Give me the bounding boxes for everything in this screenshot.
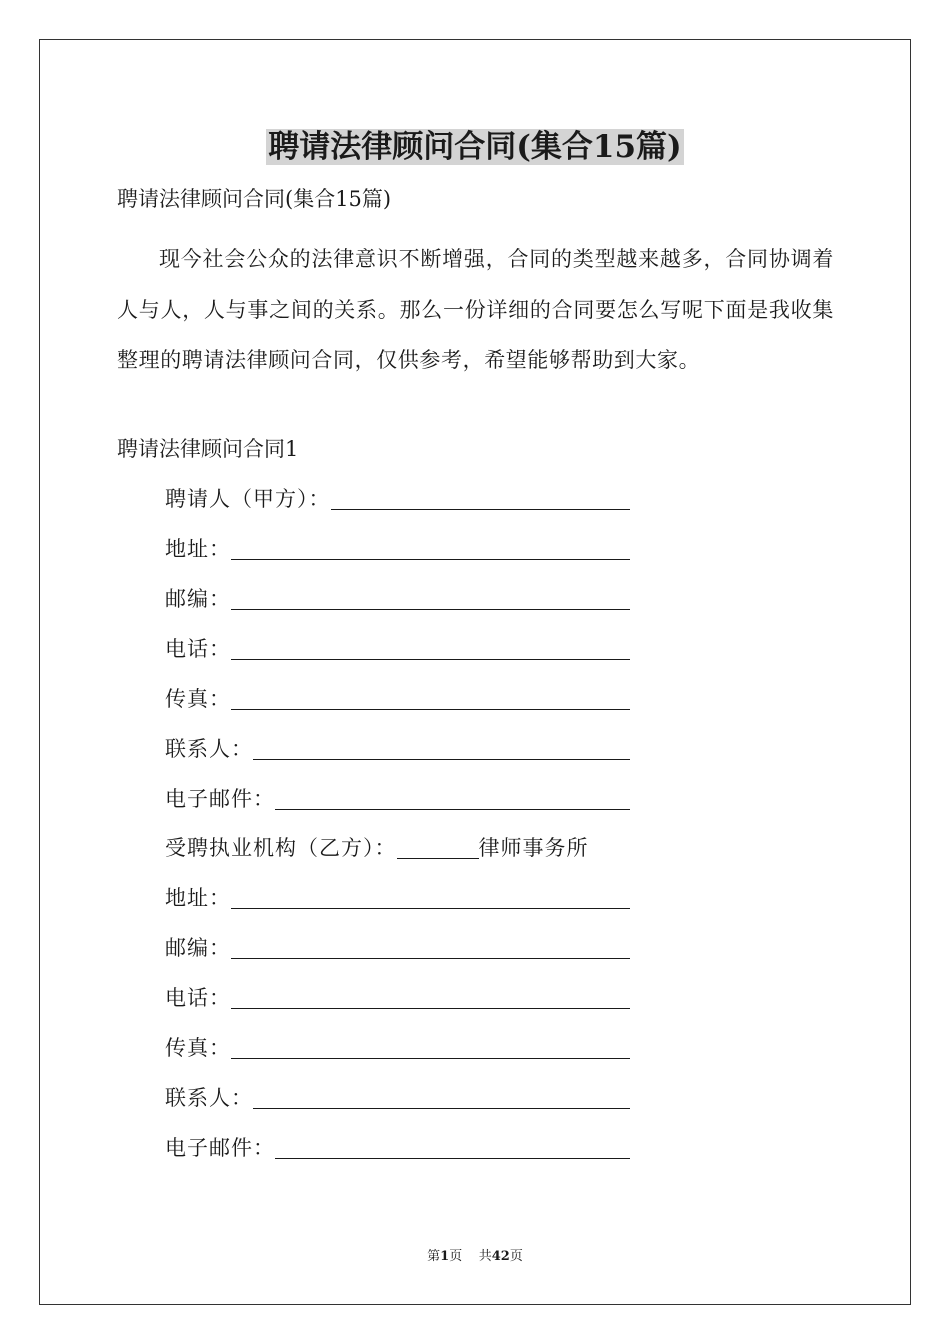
party-a-postcode-field: [165, 583, 630, 613]
party-a-address-blank[interactable]: [231, 559, 630, 560]
party-b-contact-label: 联系人：: [165, 1086, 253, 1110]
party-b-suffix: 律师事务所: [478, 836, 589, 860]
party-a-contact-field: [165, 733, 630, 763]
party-a-name-blank[interactable]: [331, 509, 631, 510]
document-title: [0, 124, 950, 170]
page-footer: [0, 1247, 950, 1267]
party-a-contact-label: 联系人：: [165, 737, 253, 761]
party-a-address-label: 地址：: [165, 537, 231, 561]
party-a-fax-field: [165, 683, 630, 713]
party-b-fax-label: 传真：: [165, 1036, 231, 1060]
party-a-fax-blank[interactable]: [231, 709, 630, 710]
page-border: [39, 39, 911, 1305]
party-b-postcode-label: 邮编：: [165, 936, 231, 960]
party-b-address-blank[interactable]: [231, 908, 630, 909]
document-title-text: 聘请法律顾问合同(集合15篇): [268, 129, 682, 165]
party-a-postcode-blank[interactable]: [231, 609, 630, 610]
total-suffix: 页: [509, 1249, 523, 1264]
section-heading: 聘请法律顾问合同1: [117, 437, 299, 461]
party-b-label: 受聘执业机构（乙方）：: [165, 836, 397, 860]
party-b-name-blank[interactable]: [397, 858, 479, 859]
party-b-email-field: [165, 1132, 630, 1162]
party-b-address-label: 地址：: [165, 886, 231, 910]
party-a-postcode-label: 邮编：: [165, 587, 231, 611]
party-b-postcode-field: [165, 932, 630, 962]
party-a-fax-label: 传真：: [165, 687, 231, 711]
page-prefix: 第: [427, 1249, 441, 1264]
party-b-postcode-blank[interactable]: [231, 958, 630, 959]
party-b-fax-field: [165, 1032, 630, 1062]
party-a-phone-blank[interactable]: [231, 659, 630, 660]
party-a-phone-label: 电话：: [165, 637, 231, 661]
party-b-phone-label: 电话：: [165, 986, 231, 1010]
party-a-email-field: [165, 783, 630, 813]
party-b-address-field: [165, 882, 630, 912]
page-suffix: 页: [449, 1249, 463, 1264]
document-subtitle: 聘请法律顾问合同(集合15篇): [117, 187, 392, 211]
party-b-phone-field: [165, 982, 630, 1012]
party-a-name-field: [165, 483, 630, 513]
party-b-contact-blank[interactable]: [253, 1108, 630, 1109]
total-prefix: 共: [478, 1249, 492, 1264]
party-b-name-field: [165, 832, 630, 862]
page-number: 1: [440, 1249, 450, 1264]
party-a-label: 聘请人（甲方）：: [165, 487, 331, 511]
total-pages: 42: [491, 1249, 510, 1264]
intro-paragraph: 现今社会公众的法律意识不断增强，合同的类型越来越多，合同协调着人与人，人与事之间的关系。那么一份详细的合同要怎么写呢下面是我收集整理的聘请法律顾问合同，仅供参考，希望能够帮助到大家。: [117, 247, 834, 372]
party-a-contact-blank[interactable]: [253, 759, 630, 760]
party-b-email-blank[interactable]: [275, 1158, 630, 1159]
party-a-email-blank[interactable]: [275, 809, 630, 810]
party-a-address-field: [165, 533, 630, 563]
party-b-contact-field: [165, 1082, 630, 1112]
party-a-phone-field: [165, 633, 630, 663]
party-a-email-label: 电子邮件：: [165, 787, 275, 811]
party-b-phone-blank[interactable]: [231, 1008, 630, 1009]
party-b-fax-blank[interactable]: [231, 1058, 630, 1059]
party-b-email-label: 电子邮件：: [165, 1136, 275, 1160]
